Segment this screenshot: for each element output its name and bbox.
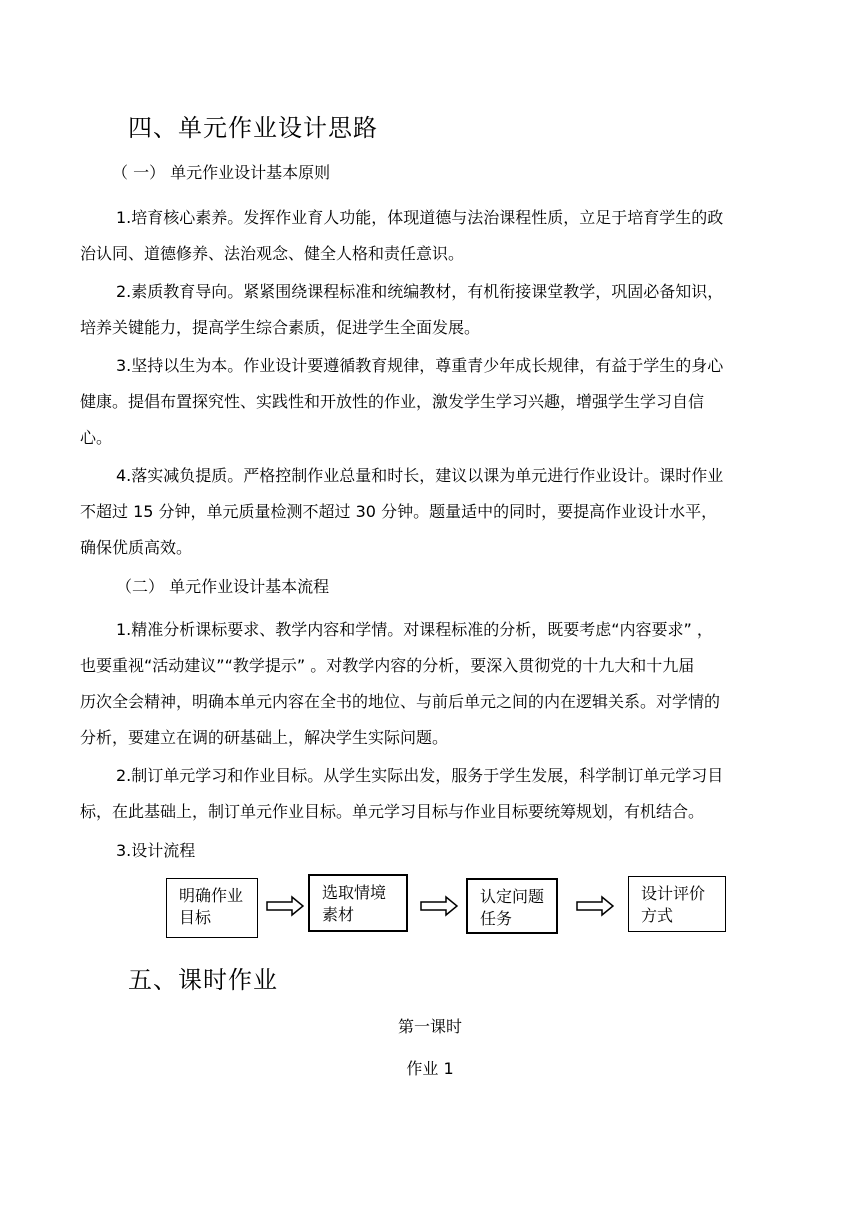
flow-step-3 (466, 878, 558, 934)
subsection-heading-2: （二） 单元作业设计基本流程 (116, 577, 330, 596)
flow-arrow-3 (576, 895, 614, 917)
process-2 (80, 758, 780, 830)
flow-step-3-line-1: 认定问题 (480, 887, 545, 906)
process-1-line-1: 1.精准分析课标要求、教学内容和学情。对课程标准的分析，既要考虑“内容要求” ， (116, 620, 713, 639)
flow-step-1-line-1: 明确作业 (179, 886, 244, 905)
principle-1 (80, 200, 780, 272)
flow-step-1-line-2: 目标 (179, 908, 212, 927)
principle-4-line-3: 确保优质高效。 (80, 538, 193, 557)
flow-label: 3.设计流程 (116, 841, 196, 860)
principle-2 (80, 274, 780, 346)
process-1-line-3: 历次全会精神，明确本单元内容在全书的地位、与前后单元之间的内在逻辑关系。对学情的 (80, 692, 721, 711)
principle-1-line-2: 治认同、道德修养、法治观念、健全人格和责任意识。 (80, 244, 465, 263)
principle-4 (80, 458, 780, 566)
subsection-heading-1: （ 一） 单元作业设计基本原则 (112, 163, 331, 182)
flow-step-4-line-1: 设计评价 (641, 884, 706, 903)
process-2-line-1: 2.制订单元学习和作业目标。从学生实际出发，服务于学生发展，科学制订单元学习目 (116, 766, 724, 785)
flow-step-2-line-1: 选取情境 (322, 883, 387, 902)
flow-step-1 (166, 878, 258, 938)
flow-arrow-2 (420, 895, 458, 917)
principle-2-line-1: 2.素质教育导向。紧紧围绕课程标准和统编教材，有机衔接课堂教学，巩固必备知识， (116, 282, 724, 301)
homework-title: 作业 1 (406, 1059, 454, 1078)
principle-3 (80, 348, 780, 456)
process-1-line-4: 分析，要建立在调的研基础上，解决学生实际问题。 (80, 728, 449, 747)
principle-1-line-1: 1.培育核心素养。发挥作业育人功能，体现道德与法治课程性质，立足于培育学生的政 (116, 208, 724, 227)
section-heading-4: 四、单元作业设计思路 (128, 114, 378, 142)
lesson-title: 第一课时 (397, 1017, 462, 1036)
flow-step-4 (628, 876, 726, 932)
flow-step-4-line-2: 方式 (641, 906, 674, 925)
principle-3-line-3: 心。 (80, 428, 113, 447)
process-1-line-2: 也要重视“活动建议”“教学提示” 。对教学内容的分析，要深入贯彻党的十九大和十九届 (80, 656, 695, 675)
flow-arrow-1 (266, 895, 304, 917)
flow-step-3-line-2: 任务 (480, 909, 513, 928)
flow-step-2 (308, 874, 408, 932)
principle-3-line-2: 健康。提倡布置探究性、实践性和开放性的作业，激发学生学习兴趣，增强学生学习自信 (80, 392, 705, 411)
principle-2-line-2: 培养关键能力，提高学生综合素质，促进学生全面发展。 (80, 318, 481, 337)
section-heading-5: 五、课时作业 (128, 966, 278, 994)
principle-3-line-1: 3.坚持以生为本。作业设计要遵循教育规律，尊重青少年成长规律，有益于学生的身心 (116, 356, 724, 375)
principle-4-line-1: 4.落实减负提质。严格控制作业总量和时长，建议以课为单元进行作业设计。课时作业 (116, 466, 724, 485)
flow-step-2-line-2: 素材 (322, 905, 355, 924)
process-2-line-2: 标，在此基础上，制订单元作业目标。单元学习目标与作业目标要统筹规划，有机结合。 (80, 802, 705, 821)
principle-4-line-2: 不超过 15 分钟，单元质量检测不超过 30 分钟。题量适中的同时，要提高作业设计水平， (80, 502, 718, 521)
process-1 (80, 612, 780, 756)
